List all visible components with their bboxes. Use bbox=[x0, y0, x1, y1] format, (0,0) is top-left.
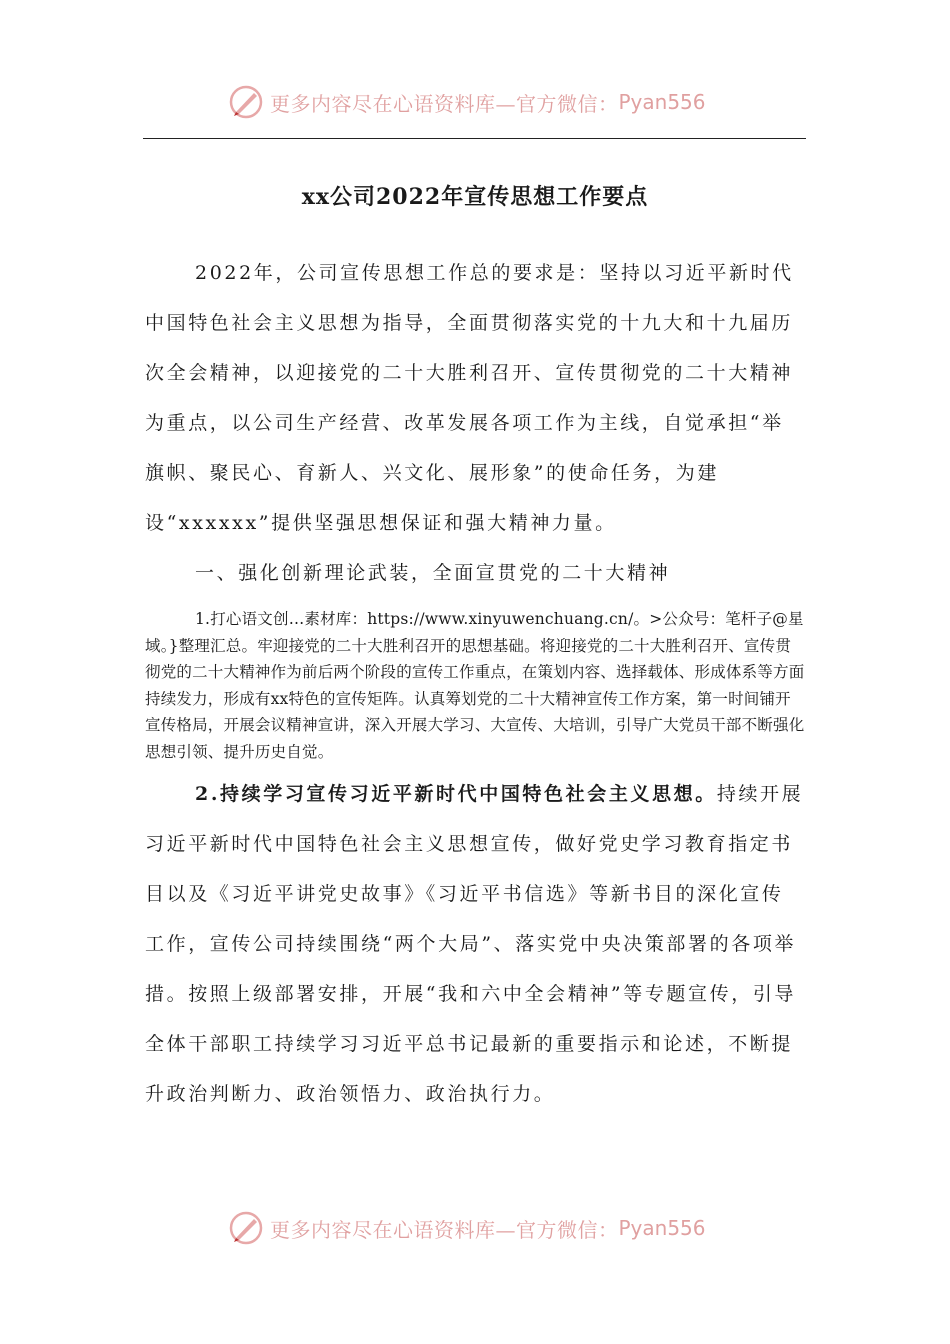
document-title: xx公司2022年宣传思想工作要点 bbox=[301, 184, 649, 210]
intro-paragraph: 2022年，公司宣传思想工作总的要求是：坚持以习近平新时代中国特色社会主义思想为指导，全面贯彻落实党的十九大和十九届历次全会精神，以迎接党的二十大胜利召开、宣传贯彻党的二十大精神为重点，以公司生产经营、改革发展各项工作为主线，自觉承担“举旗帜、聚民心、育新人、兴文化、展形象”的使命任务，为建设“xxxxxx”提供坚强思想保证和强大精神力量。 bbox=[145, 262, 794, 534]
item-2-lead: 2.持续学习宣传习近平新时代中国特色社会主义思想。 bbox=[195, 783, 717, 805]
watermark-text: 更多内容尽在心语资料库—官方微信： bbox=[270, 1217, 619, 1242]
watermark-text: 更多内容尽在心语资料库—官方微信： bbox=[270, 91, 619, 116]
item-1-paragraph: 1.打心语文创…素材库：https://www.xinyuwenchuang.cn/。>公众号：笔杆子@星域。}整理汇总。牢迎接党的二十大胜利召开的思想基础。将迎接党的二十大胜利召开、宣传贯彻党的二十大精神作为前后两个阶段的宣传工作重点，在策划内容、选择载体、形成体系等方面持续发力，形成有xx特色的宣传矩阵。认真筹划党的二十大精神宣传工作方案，第一时间铺开宣传格局，开展会议精神宣讲，深入开展大学习、大宣传、大培训，引导广大党员干部不断强化思想引领、提升历史自觉。 bbox=[145, 610, 805, 761]
header-watermark bbox=[228, 82, 706, 122]
pen-logo-icon bbox=[228, 1210, 264, 1246]
item-2-paragraph bbox=[145, 769, 805, 1119]
document-body bbox=[145, 248, 805, 1119]
watermark-wechat: Pyan556 bbox=[618, 90, 706, 114]
section-heading: 一、强化创新理论武装，全面宣贯党的二十大精神 bbox=[195, 562, 671, 584]
header-rule bbox=[143, 138, 806, 139]
item-2-body: 持续开展习近平新时代中国特色社会主义思想宣传，做好党史学习教育指定书目以及《习近平讲党史故事》《习近平书信选》等新书目的深化宣传工作，宣传公司持续围绕“两个大局”、落实党中央决策部署的各项举措。按照上级部署安排，开展“我和六中全会精神”等专题宣传，引导全体干部职工持续学习习近平总书记最新的重要指示和论述，不断提升政治判断力、政治领悟力、政治执行力。 bbox=[145, 783, 804, 1105]
watermark-wechat: Pyan556 bbox=[618, 1216, 706, 1240]
footer-watermark bbox=[228, 1208, 706, 1248]
pen-logo-icon bbox=[228, 84, 264, 120]
